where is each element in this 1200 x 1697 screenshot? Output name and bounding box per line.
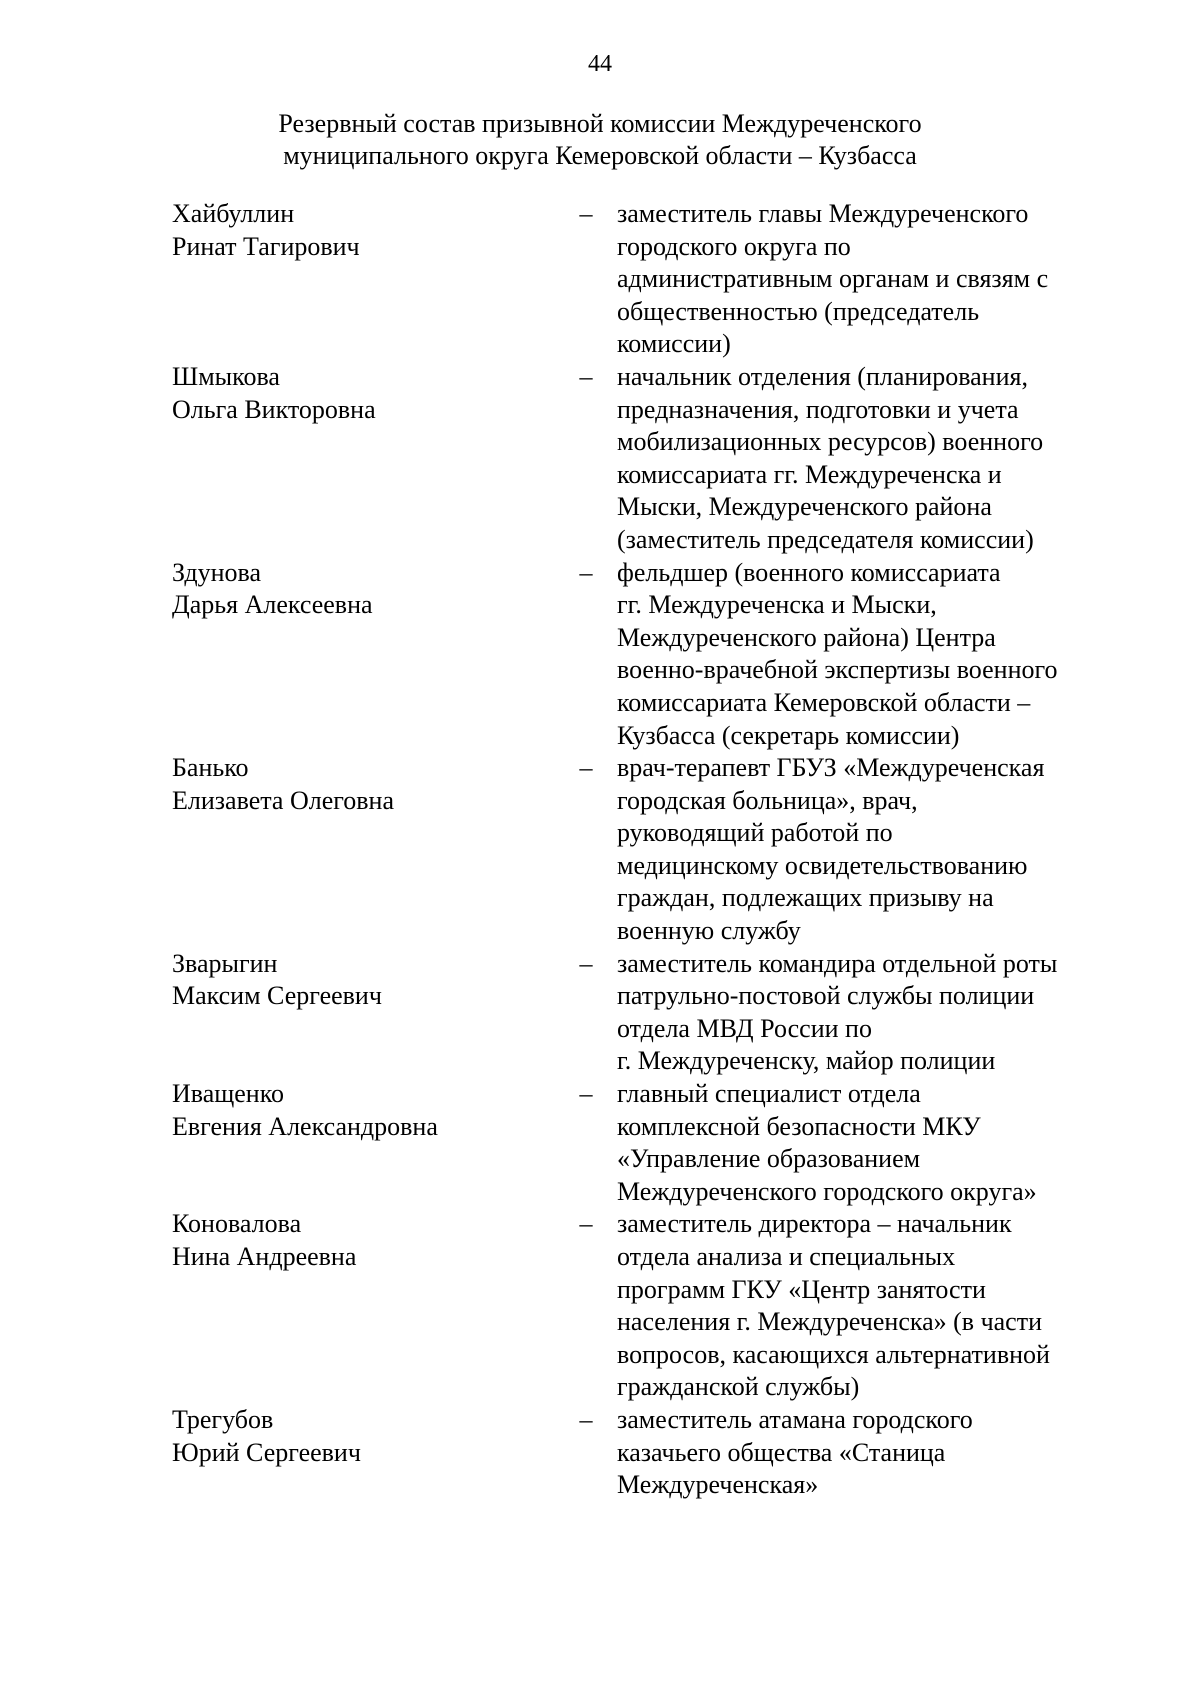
member-entry	[0, 361, 1200, 557]
member-role	[617, 557, 1097, 753]
member-role	[617, 1404, 1097, 1502]
role-line: вопросов, касающихся альтернативной	[617, 1339, 1050, 1369]
role-line: населения г. Междуреченска» (в части	[617, 1307, 1043, 1337]
dash-separator: –	[579, 1404, 593, 1434]
role-line: военную службу	[617, 916, 801, 946]
role-line: отдела МВД России по	[617, 1013, 872, 1043]
member-given-names: Евгения Александровна	[172, 1111, 438, 1141]
member-surname: Трегубов	[172, 1404, 274, 1434]
role-line: Кузбасса (секретарь комиссии)	[617, 720, 960, 750]
member-given-names: Максим Сергеевич	[172, 981, 382, 1011]
role-line: заместитель командира отдельной роты	[617, 948, 1058, 978]
role-line: граждан, подлежащих призыву на	[617, 883, 994, 913]
role-line: главный специалист отдела	[617, 1079, 921, 1109]
role-line: комиссариата Кемеровской области –	[617, 687, 1031, 717]
role-line: Междуреченская»	[617, 1470, 819, 1500]
member-name	[172, 752, 552, 817]
role-line: заместитель директора – начальник	[617, 1209, 1012, 1239]
role-line: Междуреченского района) Центра	[617, 622, 996, 652]
member-role	[617, 1208, 1097, 1404]
dash-separator: –	[579, 1079, 593, 1109]
role-line: мобилизационных ресурсов) военного	[617, 427, 1044, 457]
dash-separator: –	[579, 1209, 593, 1239]
member-surname: Хайбуллин	[172, 199, 295, 228]
role-line: административным органам и связям с	[617, 264, 1049, 294]
member-name	[172, 1404, 552, 1469]
role-line: городская больница», врач,	[617, 785, 918, 815]
member-name	[172, 1078, 552, 1143]
member-role	[617, 1078, 1097, 1208]
member-name	[172, 1208, 552, 1273]
dash-separator: –	[579, 948, 593, 978]
member-surname: Иващенко	[172, 1079, 285, 1109]
role-line: руководящий работой по	[617, 818, 893, 848]
member-entry	[0, 557, 1200, 753]
role-line: фельдшер (военного комиссариата	[617, 557, 1001, 587]
member-role	[617, 198, 1097, 361]
role-line: общественностью (председатель	[617, 296, 980, 326]
document-title	[0, 108, 1200, 172]
member-given-names: Ольга Викторовна	[172, 394, 376, 424]
member-given-names: Юрий Сергеевич	[172, 1437, 361, 1467]
member-entry	[0, 1078, 1200, 1208]
member-entry	[0, 1208, 1200, 1404]
member-entry	[0, 948, 1200, 1078]
role-line: гражданской службы)	[617, 1372, 860, 1402]
role-line: врач-терапевт ГБУЗ «Междуреченская	[617, 753, 1045, 783]
role-line: комплексной безопасности МКУ	[617, 1111, 981, 1141]
member-surname: Зварыгин	[172, 948, 278, 978]
role-line: (заместитель председателя комиссии)	[617, 524, 1034, 554]
title-line: муниципального округа Кемеровской области – Кузбасса	[283, 141, 917, 170]
role-line: медицинскому освидетельствованию	[617, 850, 1028, 880]
member-given-names: Елизавета Олеговна	[172, 785, 395, 815]
member-role	[617, 361, 1097, 557]
role-line: Мыски, Междуреченского района	[617, 492, 992, 522]
page-number: 44	[588, 51, 612, 77]
role-line: «Управление образованием	[617, 1144, 921, 1174]
member-name	[172, 198, 552, 263]
role-line: городского округа по	[617, 231, 851, 261]
member-given-names: Дарья Алексеевна	[172, 590, 373, 620]
role-line: комиссии)	[617, 329, 731, 359]
role-line: гг. Междуреченска и Мыски,	[617, 590, 937, 620]
dash-separator: –	[579, 199, 593, 228]
member-surname: Банько	[172, 753, 249, 783]
member-role	[617, 752, 1097, 948]
role-line: заместитель главы Междуреченского	[617, 199, 1029, 228]
member-role	[617, 948, 1097, 1078]
role-line: предназначения, подготовки и учета	[617, 394, 1019, 424]
dash-separator: –	[579, 361, 593, 391]
role-line: казачьего общества «Станица	[617, 1437, 946, 1467]
role-line: отдела анализа и специальных	[617, 1242, 956, 1271]
member-name	[172, 361, 552, 426]
member-surname: Здунова	[172, 557, 261, 587]
role-line: заместитель атамана городского	[617, 1404, 973, 1434]
dash-separator: –	[579, 557, 593, 587]
member-entry	[0, 198, 1200, 361]
role-line: патрульно-постовой службы полиции	[617, 981, 1035, 1011]
member-surname: Шмыкова	[172, 361, 280, 391]
dash-separator: –	[579, 753, 593, 783]
role-line: военно-врачебной экспертизы военного	[617, 655, 1058, 685]
title-line: Резервный состав призывной комиссии Междуреченского	[278, 109, 922, 138]
role-line: г. Междуреченску, майор полиции	[617, 1046, 996, 1076]
member-name	[172, 557, 552, 622]
member-list	[0, 198, 1200, 1502]
role-line: комиссариата гг. Междуреченска и	[617, 459, 1002, 489]
role-line: начальник отделения (планирования,	[617, 361, 1028, 391]
role-line: Междуреченского городского округа»	[617, 1176, 1037, 1206]
member-given-names: Ринат Тагирович	[172, 231, 360, 261]
member-entry	[0, 752, 1200, 948]
member-surname: Коновалова	[172, 1209, 302, 1239]
role-line: программ ГКУ «Центр занятости	[617, 1274, 986, 1304]
member-name	[172, 948, 552, 1013]
member-given-names: Нина Андреевна	[172, 1242, 357, 1271]
member-entry	[0, 1404, 1200, 1502]
